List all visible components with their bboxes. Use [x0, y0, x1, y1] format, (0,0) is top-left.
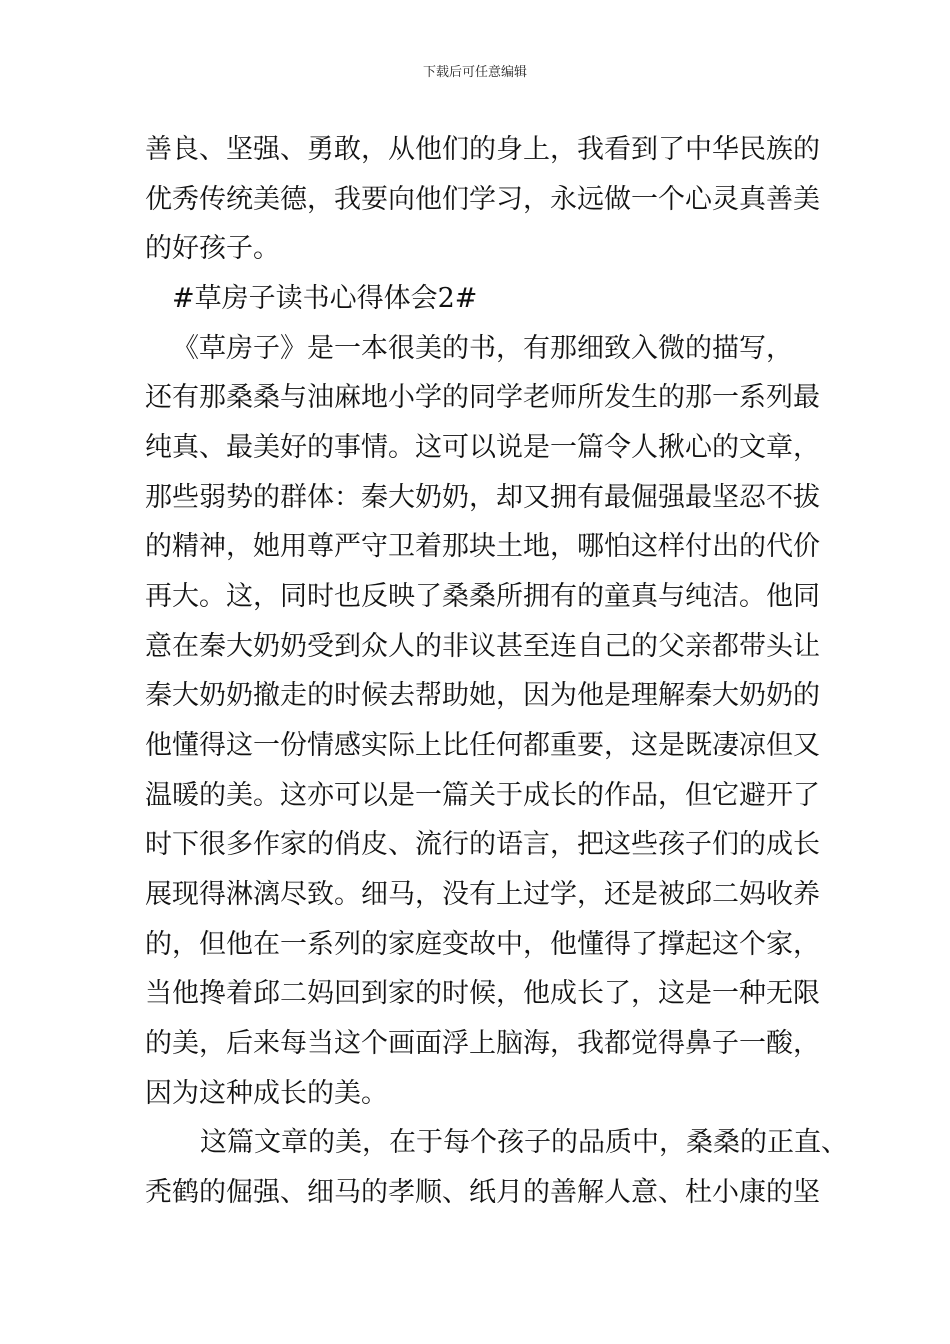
text-line-17: 的，但他在一系列的家庭变故中，他懂得了撑起这个家，: [145, 929, 820, 960]
text-line-2: 优秀传统美德，我要向他们学习，永远做一个心灵真善美: [145, 184, 820, 215]
page-header: 下载后可任意编辑: [422, 65, 527, 80]
text-line-8: 那些弱势的群体：秦大奶奶，却又拥有最倔强最坚忍不拔: [145, 482, 820, 513]
text-line-3: 的好孩子。: [145, 233, 280, 264]
text-line-6: 还有那桑桑与油麻地小学的同学老师所发生的那一系列最: [145, 382, 820, 413]
text-line-10: 再大。这，同时也反映了桑桑所拥有的童真与纯洁。他同: [145, 581, 820, 612]
text-line-22: 秃鹤的倔强、细马的孝顺、纸月的善解人意、杜小康的坚: [145, 1177, 820, 1208]
section-heading: #草房子读书心得体会2#: [172, 283, 478, 314]
text-line-5: 《草房子》是一本很美的书，有那细致入微的描写，: [172, 333, 793, 364]
text-line-15: 时下很多作家的俏皮、流行的语言，把这些孩子们的成长: [145, 829, 820, 860]
text-line-21: 这篇文章的美，在于每个孩子的品质中，桑桑的正直、: [200, 1127, 848, 1158]
text-line-19: 的美，后来每当这个画面浮上脑海，我都觉得鼻子一酸，: [145, 1028, 820, 1059]
text-line-13: 他懂得这一份情感实际上比任何都重要，这是既凄凉但又: [145, 730, 820, 761]
text-line-7: 纯真、最美好的事情。这可以说是一篇令人揪心的文章，: [145, 432, 820, 463]
text-line-11: 意在秦大奶奶受到众人的非议甚至连自己的父亲都带头让: [145, 631, 820, 662]
text-line-12: 秦大奶奶撤走的时候去帮助她，因为他是理解秦大奶奶的: [145, 680, 820, 711]
text-line-14: 温暖的美。这亦可以是一篇关于成长的作品，但它避开了: [145, 780, 820, 811]
text-line-20: 因为这种成长的美。: [145, 1078, 388, 1109]
text-line-1: 善良、坚强、勇敢，从他们的身上，我看到了中华民族的: [145, 134, 820, 165]
text-line-16: 展现得淋漓尽致。细马，没有上过学，还是被邱二妈收养: [145, 879, 820, 910]
text-line-9: 的精神，她用尊严守卫着那块土地，哪怕这样付出的代价: [145, 531, 820, 562]
text-line-18: 当他搀着邱二妈回到家的时候，他成长了，这是一种无限: [145, 978, 820, 1009]
